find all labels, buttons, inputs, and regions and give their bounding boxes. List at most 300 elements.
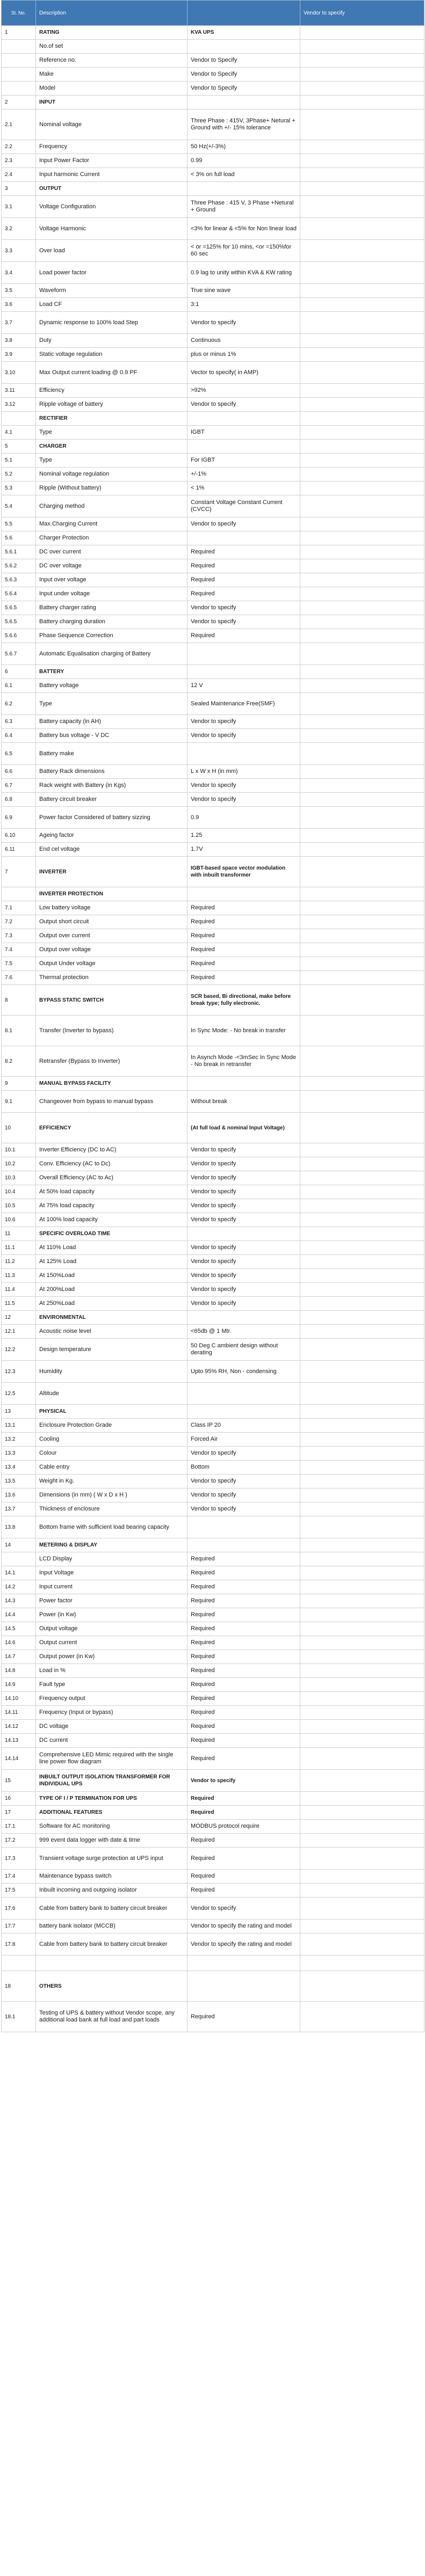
table-row — [2, 140, 424, 154]
row-description: Cable from battery bank to battery circuit breaker — [36, 1933, 188, 1955]
row-sl-no: 4.1 — [2, 426, 36, 440]
row-vendor-entry — [300, 1016, 424, 1046]
row-vendor-entry — [300, 54, 424, 68]
row-description: Cooling — [36, 1433, 188, 1447]
table-row — [2, 1297, 424, 1311]
row-sl-no: 17.1 — [2, 1820, 36, 1834]
row-vendor-entry — [300, 531, 424, 545]
table-row — [2, 262, 424, 284]
row-sl-no: 14.9 — [2, 1678, 36, 1692]
row-description: OTHERS — [36, 1971, 188, 2002]
table-row — [2, 1834, 424, 1848]
row-vendor-entry — [300, 1311, 424, 1325]
row-description: TYPE OF I / P TERMINATION FOR UPS — [36, 1792, 188, 1806]
row-sl-no: 10.6 — [2, 1213, 36, 1227]
table-row — [2, 1213, 424, 1227]
row-value: Required — [188, 573, 300, 587]
row-vendor-entry — [300, 1792, 424, 1806]
row-vendor-entry — [300, 559, 424, 573]
row-vendor-entry — [300, 929, 424, 943]
row-description: EFFICIENCY — [36, 1113, 188, 1143]
row-description: RATING — [36, 26, 188, 40]
row-vendor-entry — [300, 218, 424, 240]
row-value: Vendor to specify — [188, 1475, 300, 1488]
row-description: DC over voltage — [36, 559, 188, 573]
row-sl-no: 3.9 — [2, 348, 36, 362]
row-vendor-entry — [300, 587, 424, 601]
row-value — [188, 643, 300, 665]
row-vendor-entry — [300, 1157, 424, 1171]
row-vendor-entry — [300, 629, 424, 643]
table-row — [2, 481, 424, 495]
row-description: Transfer (Inverter to bypass) — [36, 1016, 188, 1046]
row-vendor-entry — [300, 615, 424, 629]
row-description: Load power factor — [36, 262, 188, 284]
row-sl-no: 5.6.5 — [2, 615, 36, 629]
table-row — [2, 985, 424, 1016]
row-description: Overall Efficiency (AC to Ac) — [36, 1171, 188, 1185]
row-value: Vendor to specify — [188, 1171, 300, 1185]
row-sl-no: 8 — [2, 985, 36, 1016]
table-row — [2, 1433, 424, 1447]
table-row — [2, 615, 424, 629]
row-sl-no: 13.2 — [2, 1433, 36, 1447]
row-vendor-entry — [300, 957, 424, 971]
row-vendor-entry — [300, 1770, 424, 1792]
table-row — [2, 1692, 424, 1706]
row-description: Type — [36, 693, 188, 715]
row-sl-no: 13 — [2, 1405, 36, 1419]
row-description: OUTPUT — [36, 182, 188, 196]
row-description: Battery make — [36, 743, 188, 765]
row-description: Conv. Efficiency (AC to Dc) — [36, 1157, 188, 1171]
row-sl-no: 8.2 — [2, 1046, 36, 1077]
row-description: Dimensions (in mm) ( W x D x H ) — [36, 1488, 188, 1502]
table-row — [2, 807, 424, 829]
table-row — [2, 1447, 424, 1461]
table-row — [2, 454, 424, 468]
row-description: Voltage Configuration — [36, 196, 188, 218]
row-description: Over load — [36, 240, 188, 262]
table-row — [2, 440, 424, 454]
row-sl-no: 14.13 — [2, 1734, 36, 1748]
row-vendor-entry — [300, 1870, 424, 1884]
table-row — [2, 2002, 424, 2032]
table-row — [2, 1255, 424, 1269]
row-description: Max Output current loading @ 0.9 PF — [36, 362, 188, 384]
row-value: Required — [188, 1806, 300, 1820]
row-sl-no: 6.8 — [2, 793, 36, 807]
row-description: Power factor Considered of battery sizzing — [36, 807, 188, 829]
row-sl-no: 13.1 — [2, 1419, 36, 1433]
row-sl-no: 10.5 — [2, 1199, 36, 1213]
row-vendor-entry — [300, 2002, 424, 2032]
row-description: INBUILT OUTPUT ISOLATION TRANSFORMER FOR INDIVIDUAL UPS — [36, 1770, 188, 1792]
row-value: IGBT — [188, 426, 300, 440]
row-vendor-entry — [300, 1734, 424, 1748]
row-value: Vendor to Specify — [188, 82, 300, 96]
row-vendor-entry — [300, 440, 424, 454]
row-sl-no: 5.6.4 — [2, 587, 36, 601]
row-value: Required — [188, 901, 300, 915]
row-description: Colour — [36, 1447, 188, 1461]
row-vendor-entry — [300, 1955, 424, 1971]
row-description: Battery bus voltage - V DC — [36, 729, 188, 743]
row-value: Vendor to specify — [188, 729, 300, 743]
row-description: Power (in Kw) — [36, 1608, 188, 1622]
table-row — [2, 495, 424, 517]
table-row — [2, 154, 424, 168]
table-row — [2, 1516, 424, 1538]
row-vendor-entry — [300, 362, 424, 384]
row-sl-no: 3.6 — [2, 298, 36, 312]
row-sl-no — [2, 40, 36, 54]
row-sl-no: 10 — [2, 1113, 36, 1143]
row-sl-no: 2.1 — [2, 110, 36, 140]
table-row — [2, 957, 424, 971]
row-sl-no: 10.1 — [2, 1143, 36, 1157]
row-sl-no: 6.2 — [2, 693, 36, 715]
row-description: Cable entry — [36, 1461, 188, 1475]
row-vendor-entry — [300, 1046, 424, 1077]
row-vendor-entry — [300, 517, 424, 531]
row-vendor-entry — [300, 829, 424, 843]
row-value: Required — [188, 1870, 300, 1884]
row-sl-no: 13.6 — [2, 1488, 36, 1502]
row-vendor-entry — [300, 481, 424, 495]
row-sl-no: 12 — [2, 1311, 36, 1325]
table-row — [2, 915, 424, 929]
row-vendor-entry — [300, 1538, 424, 1552]
row-value: Required — [188, 957, 300, 971]
table-row — [2, 531, 424, 545]
table-row — [2, 1848, 424, 1870]
table-row — [2, 1870, 424, 1884]
table-row — [2, 559, 424, 573]
table-row — [2, 1720, 424, 1734]
row-sl-no: 10.4 — [2, 1185, 36, 1199]
table-row — [2, 96, 424, 110]
row-sl-no: 17.6 — [2, 1898, 36, 1920]
row-sl-no: 17.8 — [2, 1933, 36, 1955]
row-sl-no: 9 — [2, 1077, 36, 1091]
row-vendor-entry — [300, 1113, 424, 1143]
row-sl-no: 3 — [2, 182, 36, 196]
row-value: Required — [188, 1552, 300, 1566]
row-vendor-entry — [300, 1227, 424, 1241]
row-value: Required — [188, 1720, 300, 1734]
row-value — [188, 1383, 300, 1405]
row-vendor-entry — [300, 96, 424, 110]
row-value: Vendor to specify — [188, 1502, 300, 1516]
row-value: SCR based, Bi directional, make before break type; fully electronic. — [188, 985, 300, 1016]
row-value: 12 V — [188, 679, 300, 693]
row-vendor-entry — [300, 1848, 424, 1870]
row-vendor-entry — [300, 1185, 424, 1199]
row-value: Upto 95% RH, Non - condensing — [188, 1361, 300, 1383]
row-value: True sine wave — [188, 284, 300, 298]
row-value: 1.25 — [188, 829, 300, 843]
row-vendor-entry — [300, 1622, 424, 1636]
table-row — [2, 679, 424, 693]
row-description: BYPASS STATIC SWITCH — [36, 985, 188, 1016]
row-sl-no: 6.11 — [2, 843, 36, 857]
row-vendor-entry — [300, 665, 424, 679]
row-value: Vendor to specify — [188, 398, 300, 412]
row-value: Required — [188, 587, 300, 601]
row-vendor-entry — [300, 1920, 424, 1933]
row-description: Charging method — [36, 495, 188, 517]
table-row — [2, 1171, 424, 1185]
table-row — [2, 665, 424, 679]
row-sl-no: 6.4 — [2, 729, 36, 743]
row-sl-no: 7.3 — [2, 929, 36, 943]
row-description: Weight in Kg. — [36, 1475, 188, 1488]
row-description: Cable from battery bank to battery circuit breaker — [36, 1898, 188, 1920]
row-sl-no: 17.3 — [2, 1848, 36, 1870]
row-value: IGBT-based space vector modulation with inbuilt transformer — [188, 857, 300, 887]
row-vendor-entry — [300, 1297, 424, 1311]
row-sl-no: 14.1 — [2, 1566, 36, 1580]
row-value — [188, 40, 300, 54]
row-description: Battery capacity (in AH) — [36, 715, 188, 729]
row-sl-no: 11.5 — [2, 1297, 36, 1311]
row-value: Vendor to specify — [188, 1255, 300, 1269]
row-sl-no — [2, 887, 36, 901]
row-value: Three Phase : 415V, 3Phase+ Netural + Ground with +/- 15% tolerance — [188, 110, 300, 140]
table-row — [2, 1311, 424, 1325]
row-vendor-entry — [300, 1720, 424, 1734]
row-sl-no — [2, 412, 36, 426]
row-vendor-entry — [300, 1566, 424, 1580]
row-sl-no: 3.3 — [2, 240, 36, 262]
row-sl-no — [2, 82, 36, 96]
row-vendor-entry — [300, 1461, 424, 1475]
row-value: Required — [188, 1734, 300, 1748]
row-value: Vector to specify( in AMP) — [188, 362, 300, 384]
row-description: At 75% load capacity — [36, 1199, 188, 1213]
row-description: MANUAL BYPASS FACILITY — [36, 1077, 188, 1091]
row-sl-no: 1 — [2, 26, 36, 40]
row-value: 0.9 — [188, 807, 300, 829]
row-description: Changeover from bypass to manual bypass — [36, 1091, 188, 1113]
row-vendor-entry — [300, 1475, 424, 1488]
row-vendor-entry — [300, 1706, 424, 1720]
row-description: Software for AC monitoring — [36, 1820, 188, 1834]
row-sl-no: 14.14 — [2, 1748, 36, 1770]
row-value — [188, 1227, 300, 1241]
row-value: Required — [188, 1706, 300, 1720]
row-sl-no: 17 — [2, 1806, 36, 1820]
row-sl-no: 5.6 — [2, 531, 36, 545]
row-value: Required — [188, 629, 300, 643]
table-row — [2, 298, 424, 312]
row-sl-no: 12.3 — [2, 1361, 36, 1383]
row-vendor-entry — [300, 1594, 424, 1608]
table-row — [2, 1157, 424, 1171]
row-sl-no: 6.5 — [2, 743, 36, 765]
row-value: Required — [188, 1692, 300, 1706]
table-row — [2, 1608, 424, 1622]
row-value: Forced Air — [188, 1433, 300, 1447]
row-vendor-entry — [300, 857, 424, 887]
table-row — [2, 240, 424, 262]
table-row — [2, 1016, 424, 1046]
row-value: Required — [188, 1748, 300, 1770]
table-row — [2, 1227, 424, 1241]
row-sl-no: 3.12 — [2, 398, 36, 412]
row-description: Charger Protection — [36, 531, 188, 545]
row-vendor-entry — [300, 1898, 424, 1920]
row-description: Input over voltage — [36, 573, 188, 587]
row-vendor-entry — [300, 1433, 424, 1447]
row-value: Vendor to specify — [188, 779, 300, 793]
row-sl-no: 13.8 — [2, 1516, 36, 1538]
row-description: Max.Charging Current — [36, 517, 188, 531]
row-sl-no: 9.1 — [2, 1091, 36, 1113]
row-value: Vendor to specify — [188, 1199, 300, 1213]
table-row — [2, 1488, 424, 1502]
row-description: Output Under voltage — [36, 957, 188, 971]
table-row — [2, 1933, 424, 1955]
row-vendor-entry — [300, 573, 424, 587]
row-value: 1.7V — [188, 843, 300, 857]
table-row — [2, 1502, 424, 1516]
row-value: <3% for linear & <5% for Non linear load — [188, 218, 300, 240]
table-row — [2, 715, 424, 729]
row-sl-no: 3.10 — [2, 362, 36, 384]
row-value: 3:1 — [188, 298, 300, 312]
row-sl-no: 6.10 — [2, 829, 36, 843]
row-description: Output voltage — [36, 1622, 188, 1636]
row-description: Output short circuit — [36, 915, 188, 929]
row-sl-no: 17.2 — [2, 1834, 36, 1848]
row-value: Vendor to specify the rating and model — [188, 1920, 300, 1933]
row-description: At 250%Load — [36, 1297, 188, 1311]
row-vendor-entry — [300, 1552, 424, 1566]
row-vendor-entry — [300, 1171, 424, 1185]
table-row — [2, 1920, 424, 1933]
row-sl-no: 3.7 — [2, 312, 36, 334]
table-row — [2, 729, 424, 743]
table-row — [2, 765, 424, 779]
table-row — [2, 168, 424, 182]
row-description: CHARGER — [36, 440, 188, 454]
row-value: Vendor to specify — [188, 1185, 300, 1199]
row-description: At 150%Load — [36, 1269, 188, 1283]
row-description: Make — [36, 68, 188, 82]
table-row — [2, 1884, 424, 1898]
table-row — [2, 1566, 424, 1580]
row-sl-no: 10.2 — [2, 1157, 36, 1171]
row-description: Design temperature — [36, 1339, 188, 1361]
table-row — [2, 1383, 424, 1405]
row-vendor-entry — [300, 1834, 424, 1848]
row-sl-no: 14.6 — [2, 1636, 36, 1650]
row-description: Phase Sequence Correction — [36, 629, 188, 643]
row-sl-no: 7.4 — [2, 943, 36, 957]
table-row — [2, 1283, 424, 1297]
row-vendor-entry — [300, 495, 424, 517]
table-row — [2, 1622, 424, 1636]
row-description: Load in % — [36, 1664, 188, 1678]
table-row — [2, 587, 424, 601]
row-value — [188, 182, 300, 196]
row-vendor-entry — [300, 545, 424, 559]
row-vendor-entry — [300, 1971, 424, 2002]
row-vendor-entry — [300, 1806, 424, 1820]
table-row — [2, 545, 424, 559]
row-value: Required — [188, 1650, 300, 1664]
row-value: Vendor to specify — [188, 312, 300, 334]
row-value: plus or minus 1% — [188, 348, 300, 362]
table-row — [2, 693, 424, 715]
row-vendor-entry — [300, 1502, 424, 1516]
row-description: Frequency — [36, 140, 188, 154]
row-vendor-entry — [300, 1748, 424, 1770]
table-row — [2, 196, 424, 218]
row-value: L x W x H (in mm) — [188, 765, 300, 779]
row-sl-no: 17.5 — [2, 1884, 36, 1898]
row-description: At 110% Load — [36, 1241, 188, 1255]
row-vendor-entry — [300, 168, 424, 182]
row-value: <65db @ 1 Mtr. — [188, 1325, 300, 1339]
row-description: Retransfer (Bypass to Inverter) — [36, 1046, 188, 1077]
row-description: Nominal voltage regulation — [36, 468, 188, 481]
row-value: Vendor to specify — [188, 1157, 300, 1171]
table-row — [2, 1113, 424, 1143]
row-sl-no: 2.4 — [2, 168, 36, 182]
row-description: Output power (in Kw) — [36, 1650, 188, 1664]
row-description: Humidity — [36, 1361, 188, 1383]
row-value: Without break — [188, 1091, 300, 1113]
row-description: ADDITIONAL FEATURES — [36, 1806, 188, 1820]
row-vendor-entry — [300, 1608, 424, 1622]
row-value: Required — [188, 2002, 300, 2032]
table-row — [2, 1419, 424, 1433]
table-row — [2, 779, 424, 793]
row-value: >92% — [188, 384, 300, 398]
table-row — [2, 110, 424, 140]
row-sl-no — [2, 54, 36, 68]
row-description: Automatic Equalisation charging of Battery — [36, 643, 188, 665]
row-sl-no: 5.5 — [2, 517, 36, 531]
row-description: LCD Display — [36, 1552, 188, 1566]
row-vendor-entry — [300, 743, 424, 765]
row-sl-no: 5.6.5 — [2, 601, 36, 615]
row-value: Vendor to specify — [188, 601, 300, 615]
header-vendor: Vendor to specify — [300, 1, 424, 26]
row-vendor-entry — [300, 1580, 424, 1594]
row-vendor-entry — [300, 1361, 424, 1383]
row-value: Continuous — [188, 334, 300, 348]
row-value: Vendor to specify — [188, 1269, 300, 1283]
table-row — [2, 643, 424, 665]
table-row — [2, 182, 424, 196]
table-row — [2, 1734, 424, 1748]
row-value — [188, 96, 300, 110]
row-vendor-entry — [300, 154, 424, 168]
row-description: Output over current — [36, 929, 188, 943]
row-description: Inverter Efficiency (DC to AC) — [36, 1143, 188, 1157]
row-description: Battery Rack dimensions — [36, 765, 188, 779]
row-value — [188, 531, 300, 545]
row-vendor-entry — [300, 729, 424, 743]
row-sl-no: 5.6.2 — [2, 559, 36, 573]
row-description: Transient voltage surge protection at UPS input — [36, 1848, 188, 1870]
row-value: Required — [188, 1792, 300, 1806]
row-value: Constant Voltage Constant Current (CVCC) — [188, 495, 300, 517]
